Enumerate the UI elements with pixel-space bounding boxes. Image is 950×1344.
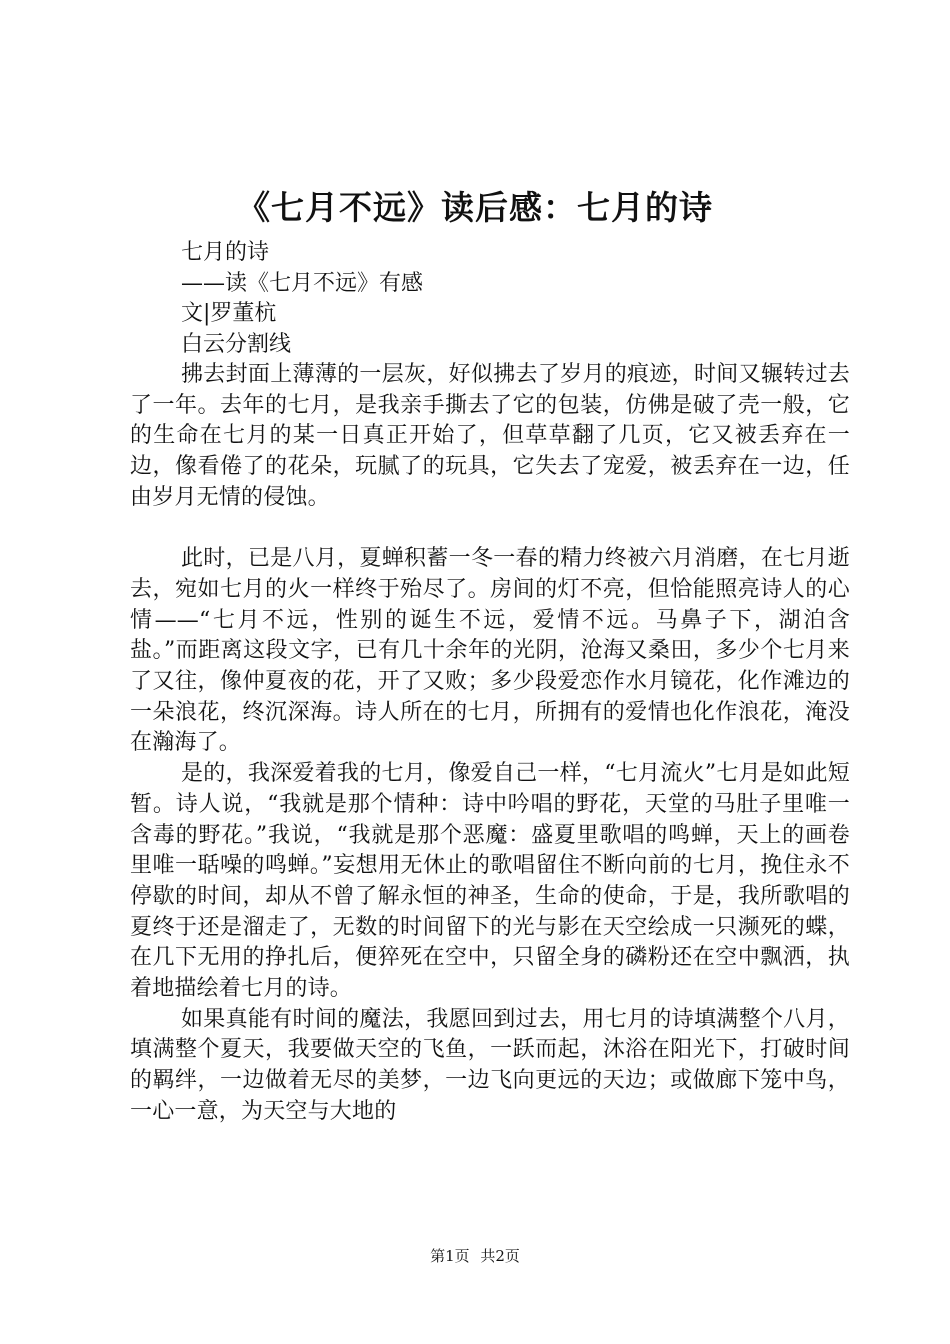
body-paragraph: 拂去封面上薄薄的一层灰，好似拂去了岁月的痕迹，时间又辗转过去了一年。去年的七月，是我亲手撕去了它的包装，仿佛是破了壳一般，它的生命在七月的某一日真正开始了，但草草翻了几页，它又被丢弃在一边，像看倦了的花朵，玩腻了的玩具，它失去了宠爱，被丢弃在一边，任由岁月无情的侵蚀。 [130, 362, 850, 510]
body-paragraph: 如果真能有时间的魔法，我愿回到过去，用七月的诗填满整个八月，填满整个夏天，我要做天空的飞鱼，一跃而起，沐浴在阳光下，打破时间的羁绊，一边做着无尽的美梦，一边飞向更远的天边；或做廊下笼中鸟，一心一意，为天空与大地的 [130, 1006, 850, 1124]
page-number: 第1页 [430, 1247, 470, 1265]
subtitle-line: ——读《七月不远》有感 [181, 270, 424, 296]
separator-line: 白云分割线 [181, 332, 292, 358]
author-line: 文|罗董杭 [181, 301, 277, 327]
page-total: 共2页 [480, 1247, 520, 1265]
document-body [130, 360, 850, 1128]
document-meta [181, 238, 821, 361]
body-paragraph: 此时，已是八月，夏蝉积蓄一冬一春的精力终被六月消磨，在七月逝去，宛如七月的火一样终于殆尽了。房间的灯不亮，但恰能照亮诗人的心情——“七月不远，性别的诞生不远，爱情不远。马鼻子下，湖泊含盐。”而距离这段文字，已有几十余年的光阴，沧海又桑田，多少个七月来了又往，像仲夏夜的花，开了又败；多少段爱恋作水月镜花，化作滩边的一朵浪花，终沉深海。诗人所在的七月，所拥有的爱情也化作浪花，淹没在瀚海了。 [130, 546, 850, 756]
body-paragraph: 是的，我深爱着我的七月，像爱自己一样，“七月流火”七月是如此短暂。诗人说，“我就是那个情种：诗中吟唱的野花，天堂的马肚子里唯一含毒的野花。”我说，“我就是那个恶魔：盛夏里歌唱的鸣蝉，天上的画卷里唯一聒噪的鸣蝉。”妄想用无休止的歌唱留住不断向前的七月，挽住永不停歇的时间，却从不曾了解永恒的神圣，生命的使命，于是，我所歌唱的夏终于还是溜走了，无数的时间留下的光与影在天空绘成一只濒死的蝶，在几下无用的挣扎后，便猝死在空中，只留全身的磷粉还在空中飘洒，执着地描绘着七月的诗。 [130, 761, 850, 1002]
document-title: 《七月不远》读后感：七月的诗 [237, 188, 713, 227]
page-footer [0, 1246, 950, 1266]
subtitle-line: 七月的诗 [181, 240, 270, 265]
paragraph-gap [130, 514, 850, 545]
